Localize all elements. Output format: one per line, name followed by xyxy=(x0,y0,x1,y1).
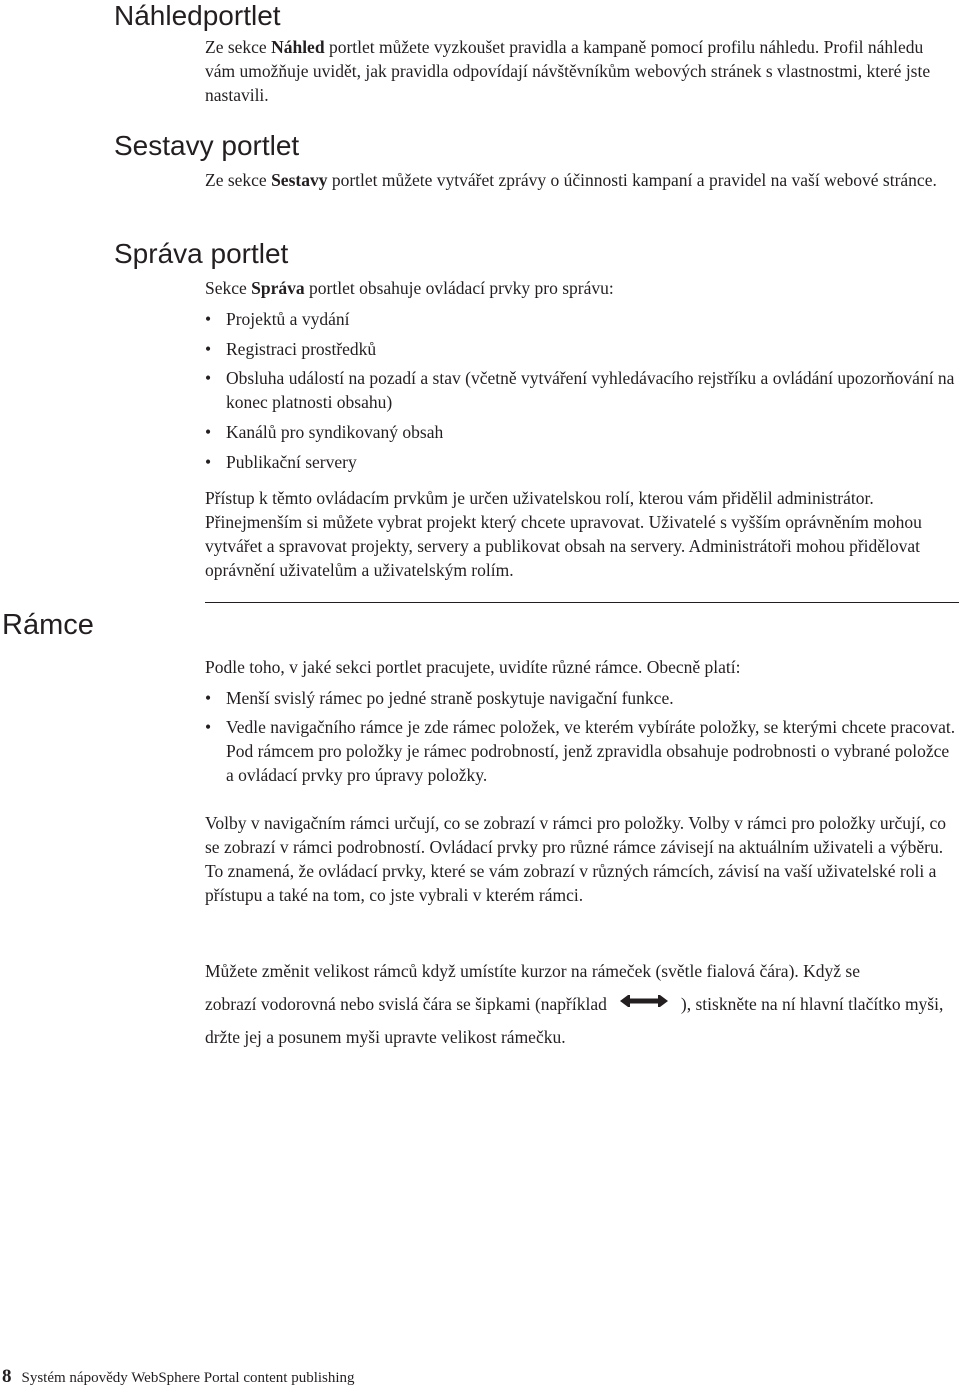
page-number: 8 xyxy=(2,1366,12,1387)
ramce-paragraph-2: Volby v navigačním rámci určují, co se zobrazí v rámci pro položky. Volby v rámci pro položky určují, co se zobrazí v rámci podrobností. Ovládací prvky pro různé rámce závisejí na aktuálním uživateli a výběru. To znamená, že ovládací prvky, které se vám zobrazí v různých rámcích, závisí na vaší uživatelské roli a přístupu a také na tom, co jste vybrali v kterém rámci. xyxy=(205,813,946,905)
section-title-ramce: Rámce xyxy=(2,609,94,641)
page-footer xyxy=(2,1366,355,1389)
book-title: Systém nápovědy WebSphere Portal content publishing xyxy=(21,1370,355,1386)
list-item: • Projektů a vydání xyxy=(205,309,350,329)
section-divider xyxy=(205,602,959,603)
horizontal-resize-arrow-icon xyxy=(619,994,669,1008)
sestavy-paragraph: Ze sekce Sestavy portlet můžete vytvářet zprávy o účinnosti kampaní a pravidel na vaší webové stránce. xyxy=(205,170,937,190)
list-item: • Publikační servery xyxy=(205,452,357,472)
ramce-paragraph-3: Můžete změnit velikost rámců když umístíte kurzor na rámeček (světle fialová čára). Když se zobrazí vodorovná nebo svislá čára se šipkami (například ), stiskněte na ní hlavní tlačítko myši, držte jej a posunem myši upravte velikost rámečku. xyxy=(205,961,944,1047)
list-item: • Registraci prostředků xyxy=(205,339,377,359)
sprava-intro: Sekce Správa portlet obsahuje ovládací prvky pro správu: xyxy=(205,278,614,298)
section-title-nahled: Náhledportlet xyxy=(114,0,281,31)
ramce-intro: Podle toho, v jaké sekci portlet pracujete, uvidíte různé rámce. Obecně platí: xyxy=(205,657,741,677)
section-title-sprava: Správa portlet xyxy=(114,238,289,269)
section-title-sestavy: Sestavy portlet xyxy=(114,130,300,161)
nahled-paragraph: Ze sekce Náhled portlet můžete vyzkoušet pravidla a kampaně pomocí profilu náhledu. Profil náhledu vám umožňuje uvidět, jak pravidla odpovídají návštěvníkům webových stránek s vlastnostmi, které jste nastavili. xyxy=(205,37,931,105)
list-item: • Kanálů pro syndikovaný obsah xyxy=(205,422,444,442)
sprava-access-paragraph: Přístup k těmto ovládacím prvkům je určen uživatelskou rolí, kterou vám přidělil administrátor. Přinejmenším si můžete vybrat projekt který chcete upravovat. Uživatelé s vyšším oprávněním mohou vytvářet a spravovat projekty, servery a publikovat obsah na servery. Administrátoři mohou přidělovat oprávnění uživatelům a uživatelským rolím. xyxy=(205,488,922,580)
list-item: • Menší svislý rámec po jedné straně poskytuje navigační funkce. xyxy=(205,688,674,708)
list-item: • Obsluha událostí na pozadí a stav (včetně vytváření vyhledávacího rejstříku a ovládání upozorňování na konec platnosti obsahu) xyxy=(205,368,955,412)
list-item: • Vedle navigačního rámce je zde rámec položek, ve kterém vybíráte položky, se kterými chcete pracovat. Pod rámcem pro položky je rámec podrobností, jenž zpravidla obsahuje podrobnosti o vybrané položce a ovládací prvky pro úpravy položky. xyxy=(205,717,956,785)
